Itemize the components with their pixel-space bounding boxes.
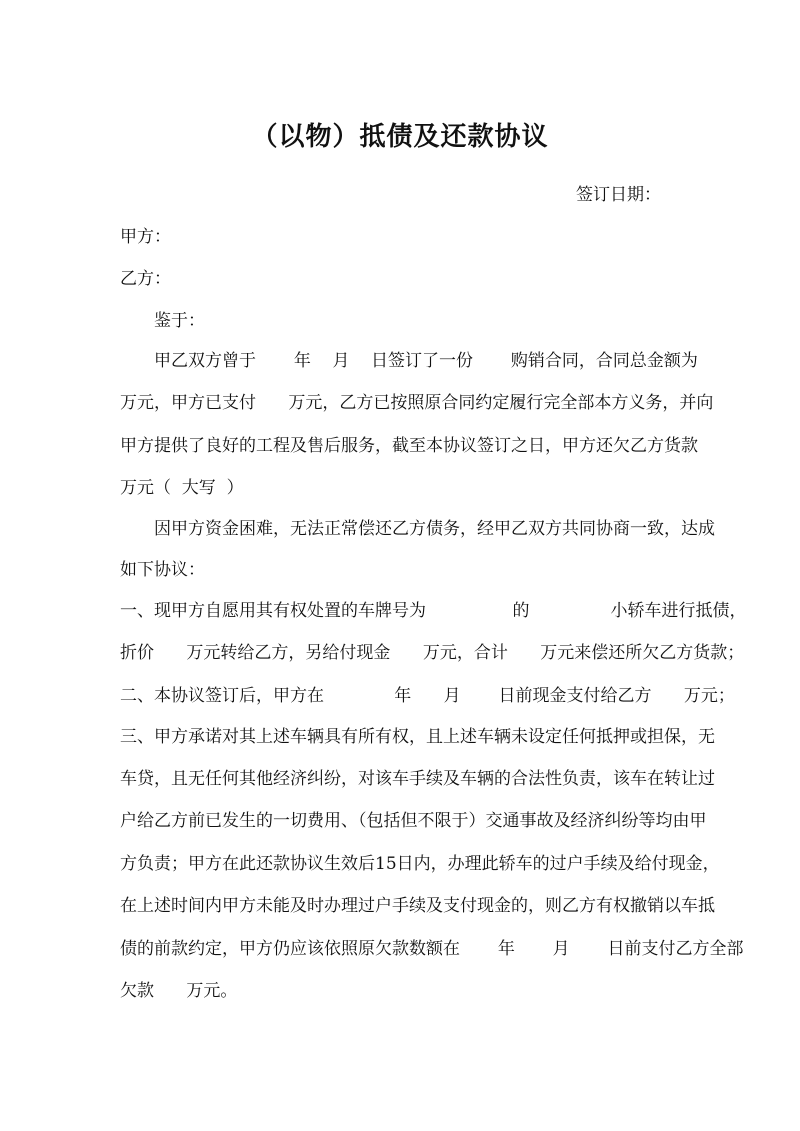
body-line: 甲方提供了良好的工程及售后服务，截至本协议签订之日，甲方还欠乙方货款 [120, 436, 698, 456]
clause-1-line: 折价 万元转给乙方，另给付现金 万元，合计 万元来偿还所欠乙方货款； [120, 643, 745, 663]
body-line: 因甲方资金困难，无法正常偿还乙方债务，经甲乙双方共同协商一致，达成 [154, 519, 715, 539]
clause-3-line: 在上述时间内甲方未能及时办理过户手续及支付现金的，则乙方有权撤销以车抵 [120, 896, 715, 916]
clause-3-line: 户给乙方前已发生的一切费用、（包括但不限于）交通事故及经济纠纷等均由甲 [120, 811, 707, 831]
party-b-label: 乙方： [120, 269, 171, 289]
whereas-heading: 鉴于： [154, 311, 205, 331]
party-a-label: 甲方： [120, 227, 171, 247]
body-line: 万元（ 大写 ） [120, 478, 244, 498]
clause-1-line: 一、现甲方自愿用其有权处置的车牌号为 的 小轿车进行抵债， [120, 601, 747, 621]
body-line: 甲乙双方曾于 年 月 日签订了一份 购销合同，合同总金额为 [154, 351, 698, 371]
clause-2-line: 二、本协议签订后，甲方在 年 月 日前现金支付给乙方 万元； [120, 686, 735, 706]
clause-3-line: 方负责；甲方在此还款协议生效后15日内，办理此轿车的过户手续及给付现金， [120, 854, 720, 874]
clause-3-line: 债的前款约定，甲方仍应该依照原欠款数额在 年 月 日前支付乙方全部 [120, 939, 744, 959]
clause-3-line: 欠款 万元。 [120, 981, 238, 1001]
sign-date-label: 签订日期： [576, 185, 661, 205]
body-line: 万元，甲方已支付 万元，乙方已按照原合同约定履行完全部本方义务，并向 [120, 393, 714, 413]
clause-3-line: 车贷，且无任何其他经济纠纷，对该车手续及车辆的合法性负责，该车在转让过 [120, 769, 715, 789]
body-line: 如下协议： [120, 560, 205, 580]
clause-3-line: 三、甲方承诺对其上述车辆具有所有权，且上述车辆未设定任何抵押或担保，无 [120, 727, 715, 747]
document-title: （以物）抵债及还款协议 [251, 122, 549, 152]
